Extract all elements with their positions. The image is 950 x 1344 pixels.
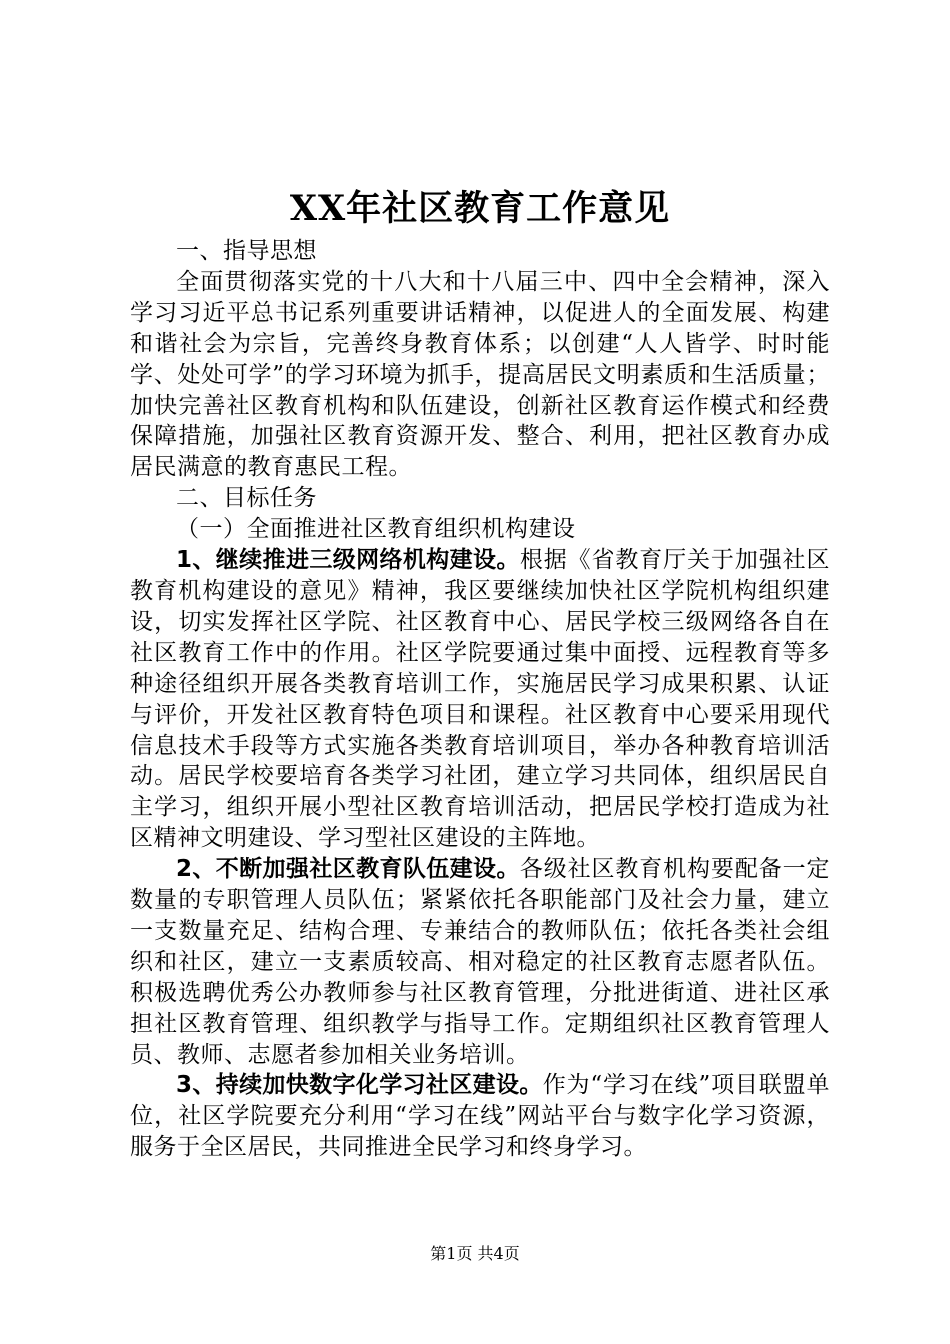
page-footer: 第1页 共4页 <box>430 1244 520 1263</box>
item-2-text: 各级社区教育机构要配备一定数量的专职管理人员队伍；紧紧依托各职能部门及社会力量，建立一支数量充足、结构合理、专兼结合的教师队伍；依托各类社会组织和社区，建立一支素质较高、相对稳定的社区教育志愿者队伍。积极选聘优秀公办教师参与社区教育管理，分批进街道、进社区承担社区教育管理、组织教学与指导工作。定期组织社区教育管理人员、教师、志愿者参加相关业务培训。 <box>130 856 830 1068</box>
item-2-lead: 2、不断加强社区教育队伍建设。 <box>176 856 520 883</box>
item-1-text: 根据《省教育厅关于加强社区教育机构建设的意见》精神，我区要继续加快社区学院机构组织建设，切实发挥社区学院、社区教育中心、居民学校三级网络各自在社区教育工作中的作用。社区学院要通过集中面授、远程教育等多种途径组织开展各类教育培训工作，实施居民学习成果积累、认证与评价，开发社区教育特色项目和课程。社区教育中心要采用现代信息技术手段等方式实施各类教育培训项目，举办各种教育培训活动。居民学校要培育各类学习社团，建立学习共同体，组织居民自主学习，组织开展小型社区教育培训活动，把居民学校打造成为社区精神文明建设、学习型社区建设的主阵地。 <box>130 547 830 852</box>
paragraph-item-1 <box>130 545 830 854</box>
item-3-text: 作为“学习在线”项目联盟单位，社区学院要充分利用“学习在线”网站平台与数字化学习资源，服务于全区居民，共同推进全民学习和终身学习。 <box>130 1072 830 1161</box>
document-title: XX年社区教育工作意见 <box>289 188 671 229</box>
paragraph-item-2 <box>130 854 830 1070</box>
paragraph-guiding-ideology: 全面贯彻落实党的十八大和十八届三中、四中全会精神，深入学习习近平总书记系列重要讲话精神，以促进人的全面发展、构建和谐社会为宗旨，完善终身教育体系；以创建“人人皆学、时时能学、处处可学”的学习环境为抓手，提高居民文明素质和生活质量；加快完善社区教育机构和队伍建设，创新社区教育运作模式和经费保障措施，加强社区教育资源开发、整合、利用，把社区教育办成居民满意的教育惠民工程。 <box>130 268 830 481</box>
section-heading-guiding-ideology: 一、指导思想 <box>176 238 317 264</box>
paragraph-item-3 <box>130 1070 830 1163</box>
section-heading-goals-tasks: 二、目标任务 <box>176 485 317 512</box>
subsection-heading-organization: （一）全面推进社区教育组织机构建设 <box>176 516 576 543</box>
document-body <box>130 236 830 1163</box>
item-1-lead: 1、继续推进三级网络机构建设。 <box>176 547 520 574</box>
item-3-lead: 3、持续加快数字化学习社区建设。 <box>176 1072 543 1099</box>
